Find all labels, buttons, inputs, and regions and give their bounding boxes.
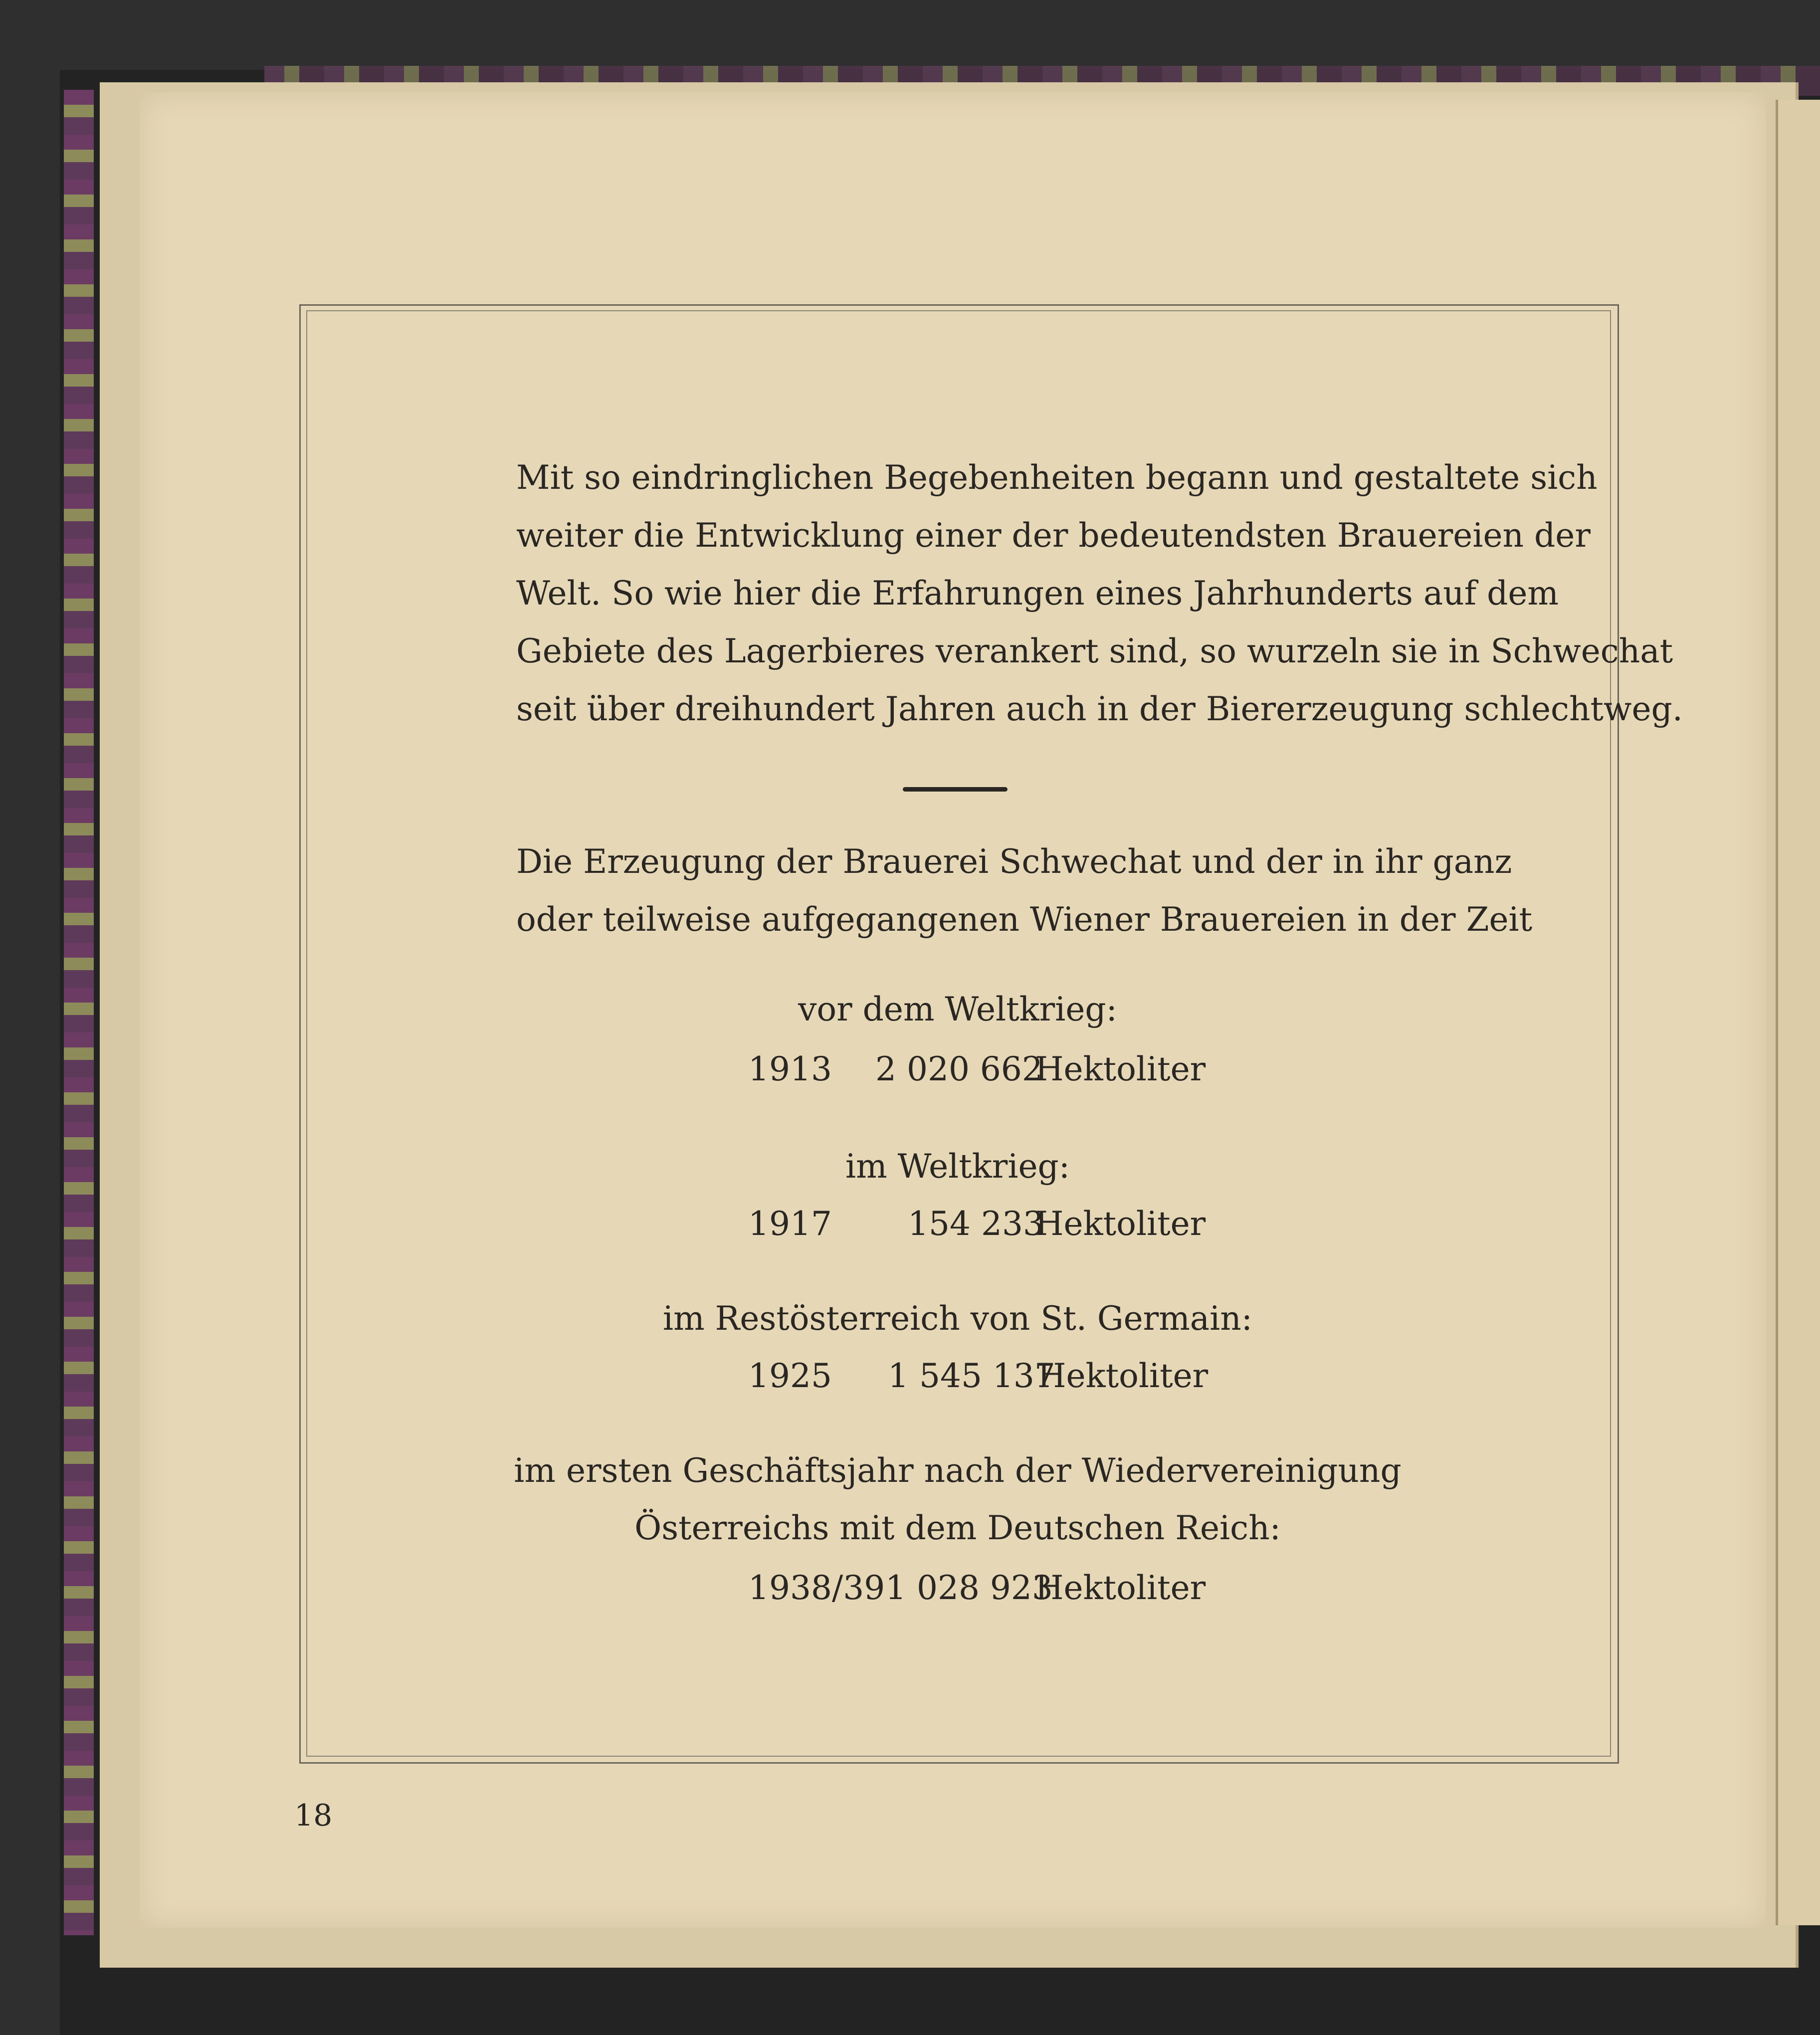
- intro-paragraph: [516, 449, 1683, 738]
- section-divider: [903, 787, 1008, 792]
- section-amount: 1 028 923: [885, 1569, 1053, 1607]
- section-heading: im Weltkrieg:: [845, 1147, 1070, 1186]
- section-heading: im Restösterreich von St. Germain:: [662, 1299, 1253, 1338]
- section-year: 1913: [748, 1050, 832, 1088]
- section-unit: Hektoliter: [1035, 1569, 1206, 1607]
- section-amount: 1 545 137: [888, 1357, 1055, 1395]
- paragraph-line: Welt. So wie hier die Erfahrungen eines Jahrhunderts auf dem: [516, 574, 1559, 612]
- section-heading: vor dem Weltkrieg:: [798, 990, 1117, 1028]
- section-year: 1938/39: [748, 1569, 885, 1607]
- section-amount: 2 020 662: [875, 1050, 1043, 1088]
- section-heading: im ersten Geschäftsjahr nach der Wiedervereinigung: [514, 1451, 1402, 1490]
- paragraph-line: Mit so eindringlichen Begebenheiten begann und gestaltete sich: [516, 458, 1598, 497]
- section-amount: 154 233: [908, 1205, 1044, 1243]
- section-year: 1925: [748, 1357, 832, 1395]
- paragraph-line: seit über dreihundert Jahren auch in der Biererzeugung schlechtweg.: [516, 690, 1683, 728]
- paragraph-line: Gebiete des Lagerbieres verankert sind, so wurzeln sie in Schwechat: [516, 632, 1673, 670]
- section-unit: Hektoliter: [1035, 1205, 1206, 1243]
- paragraph-line: Die Erzeugung der Brauerei Schwechat und der in ihr ganz: [516, 842, 1512, 881]
- paragraph-line: oder teilweise aufgegangenen Wiener Brauereien in der Zeit: [516, 900, 1533, 939]
- cover-marbled-spine: [64, 90, 94, 1935]
- production-intro: [516, 833, 1533, 949]
- page-number: 18: [294, 1798, 333, 1833]
- section-heading: Österreichs mit dem Deutschen Reich:: [634, 1509, 1281, 1547]
- section-unit: Hektoliter: [1035, 1050, 1206, 1088]
- section-year: 1917: [748, 1205, 832, 1243]
- facing-page-edge: [1776, 100, 1820, 1925]
- section-unit: Hektoliter: [1037, 1357, 1209, 1395]
- paragraph-line: weiter die Entwicklung einer der bedeutendsten Brauereien der: [516, 516, 1591, 555]
